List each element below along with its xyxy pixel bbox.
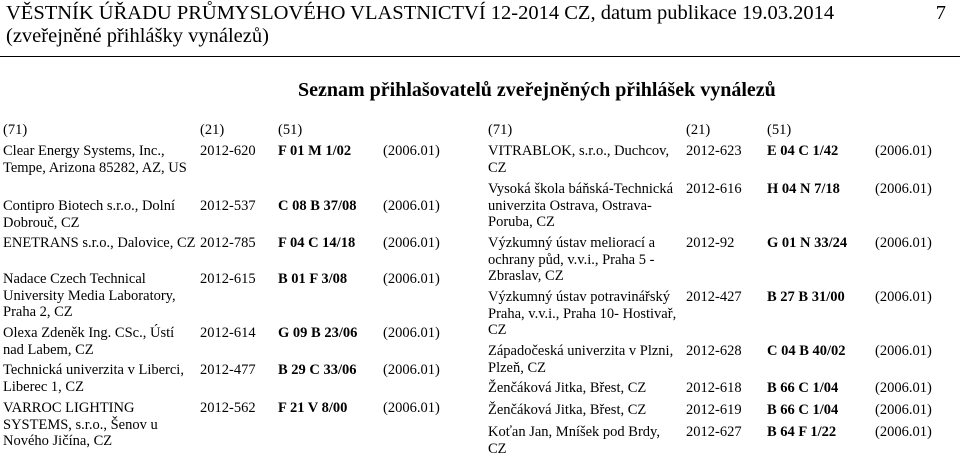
left-class-2: C 08 B 37/08 [278,198,357,214]
right-version-3: (2006.01) [875,235,932,251]
right-applicant-4: Výzkumný ústav potravinářský Praha, v.v.i., Praha 10- Hostivař, CZ [488,289,677,338]
page-number: 7 [935,2,946,24]
right-applicant-8: Koťan Jan, Mníšek pod Brdy, CZ [488,424,660,457]
right-number-6: 2012-618 [686,380,742,396]
right-number-1: 2012-623 [686,143,742,159]
col-header-21-right: (21) [686,122,711,138]
left-number-5: 2012-614 [200,325,256,341]
right-class-1: E 04 C 1/42 [767,143,839,159]
right-class-3: G 01 N 33/24 [767,235,848,251]
right-applicant-7: Ženčáková Jitka, Břest, CZ [488,402,647,418]
left-class-1: F 01 M 1/02 [278,143,352,159]
left-number-4: 2012-615 [200,271,256,287]
header-divider [0,56,960,57]
left-class-7: F 21 V 8/00 [278,400,348,416]
right-applicant-5: Západočeská univerzita v Plzni, Plzeň, CZ [488,343,674,376]
right-applicant-1: VITRABLOK, s.r.o., Duchcov, CZ [488,143,670,176]
left-class-4: B 01 F 3/08 [278,271,348,287]
right-applicant-3: Výzkumný ústav meliorací a ochrany půd, v.v.i., Praha 5 - Zbraslav, CZ [488,235,656,284]
left-number-1: 2012-620 [200,143,256,159]
left-class-3: F 04 C 14/18 [278,235,356,251]
left-applicant-5: Olexa Zdeněk Ing. CSc., Ústí nad Labem, CZ [3,325,175,358]
left-applicant-1: Clear Energy Systems, Inc., Tempe, Arizona 85282, AZ, US [3,143,187,176]
right-applicant-6: Ženčáková Jitka, Břest, CZ [488,380,647,396]
col-header-51-right: (51) [767,122,792,138]
left-version-1: (2006.01) [383,143,440,159]
left-applicant-4: Nadace Czech Technical University Media Laboratory, Praha 2, CZ [3,271,176,320]
journal-title: VĚSTNÍK ÚŘADU PRŮMYSLOVÉHO VLASTNICTVÍ 12-2014 CZ, datum publikace 19.03.2014 [6,2,835,24]
left-class-6: B 29 C 33/06 [278,362,357,378]
right-number-7: 2012-619 [686,402,742,418]
right-class-4: B 27 B 31/00 [767,289,845,305]
right-version-7: (2006.01) [875,402,932,418]
right-version-2: (2006.01) [875,181,932,197]
col-header-71-right: (71) [488,122,513,138]
left-version-4: (2006.01) [383,271,440,287]
right-class-8: B 64 F 1/22 [767,424,837,440]
left-version-7: (2006.01) [383,400,440,416]
left-version-2: (2006.01) [383,198,440,214]
right-version-8: (2006.01) [875,424,932,440]
right-number-8: 2012-627 [686,424,742,440]
right-class-5: C 04 B 40/02 [767,343,846,359]
left-version-6: (2006.01) [383,362,440,378]
col-header-21-left: (21) [200,122,225,138]
left-applicant-6: Technická univerzita v Liberci, Liberec 1, CZ [3,362,184,395]
left-number-6: 2012-477 [200,362,256,378]
left-version-3: (2006.01) [383,235,440,251]
left-applicant-3: ENETRANS s.r.o., Dalovice, CZ [3,235,196,251]
col-header-51-left: (51) [278,122,303,138]
right-class-7: B 66 C 1/04 [767,402,839,418]
left-applicant-2: Contipro Biotech s.r.o., Dolní Dobrouč, CZ [3,198,175,231]
right-class-6: B 66 C 1/04 [767,380,839,396]
right-number-5: 2012-628 [686,343,742,359]
right-version-6: (2006.01) [875,380,932,396]
left-number-3: 2012-785 [200,235,256,251]
right-number-3: 2012-92 [686,235,735,251]
right-version-4: (2006.01) [875,289,932,305]
section-title: Seznam přihlašovatelů zveřejněných přihlášek vynálezů [298,79,776,101]
right-version-1: (2006.01) [875,143,932,159]
right-class-2: H 04 N 7/18 [767,181,840,197]
right-version-5: (2006.01) [875,343,932,359]
right-number-4: 2012-427 [686,289,742,305]
left-class-5: G 09 B 23/06 [278,325,358,341]
right-applicant-2: Vysoká škola báňská-Technická univerzita Ostrava, Ostrava-Poruba, CZ [488,181,674,230]
left-version-5: (2006.01) [383,325,440,341]
left-applicant-7: VARROC LIGHTING SYSTEMS, s.r.o., Šenov u Nového Jičína, CZ [3,400,158,449]
col-header-71-left: (71) [3,122,28,138]
left-number-7: 2012-562 [200,400,256,416]
left-number-2: 2012-537 [200,198,256,214]
right-number-2: 2012-616 [686,181,742,197]
journal-subtitle: (zveřejněné přihlášky vynálezů) [6,25,269,47]
